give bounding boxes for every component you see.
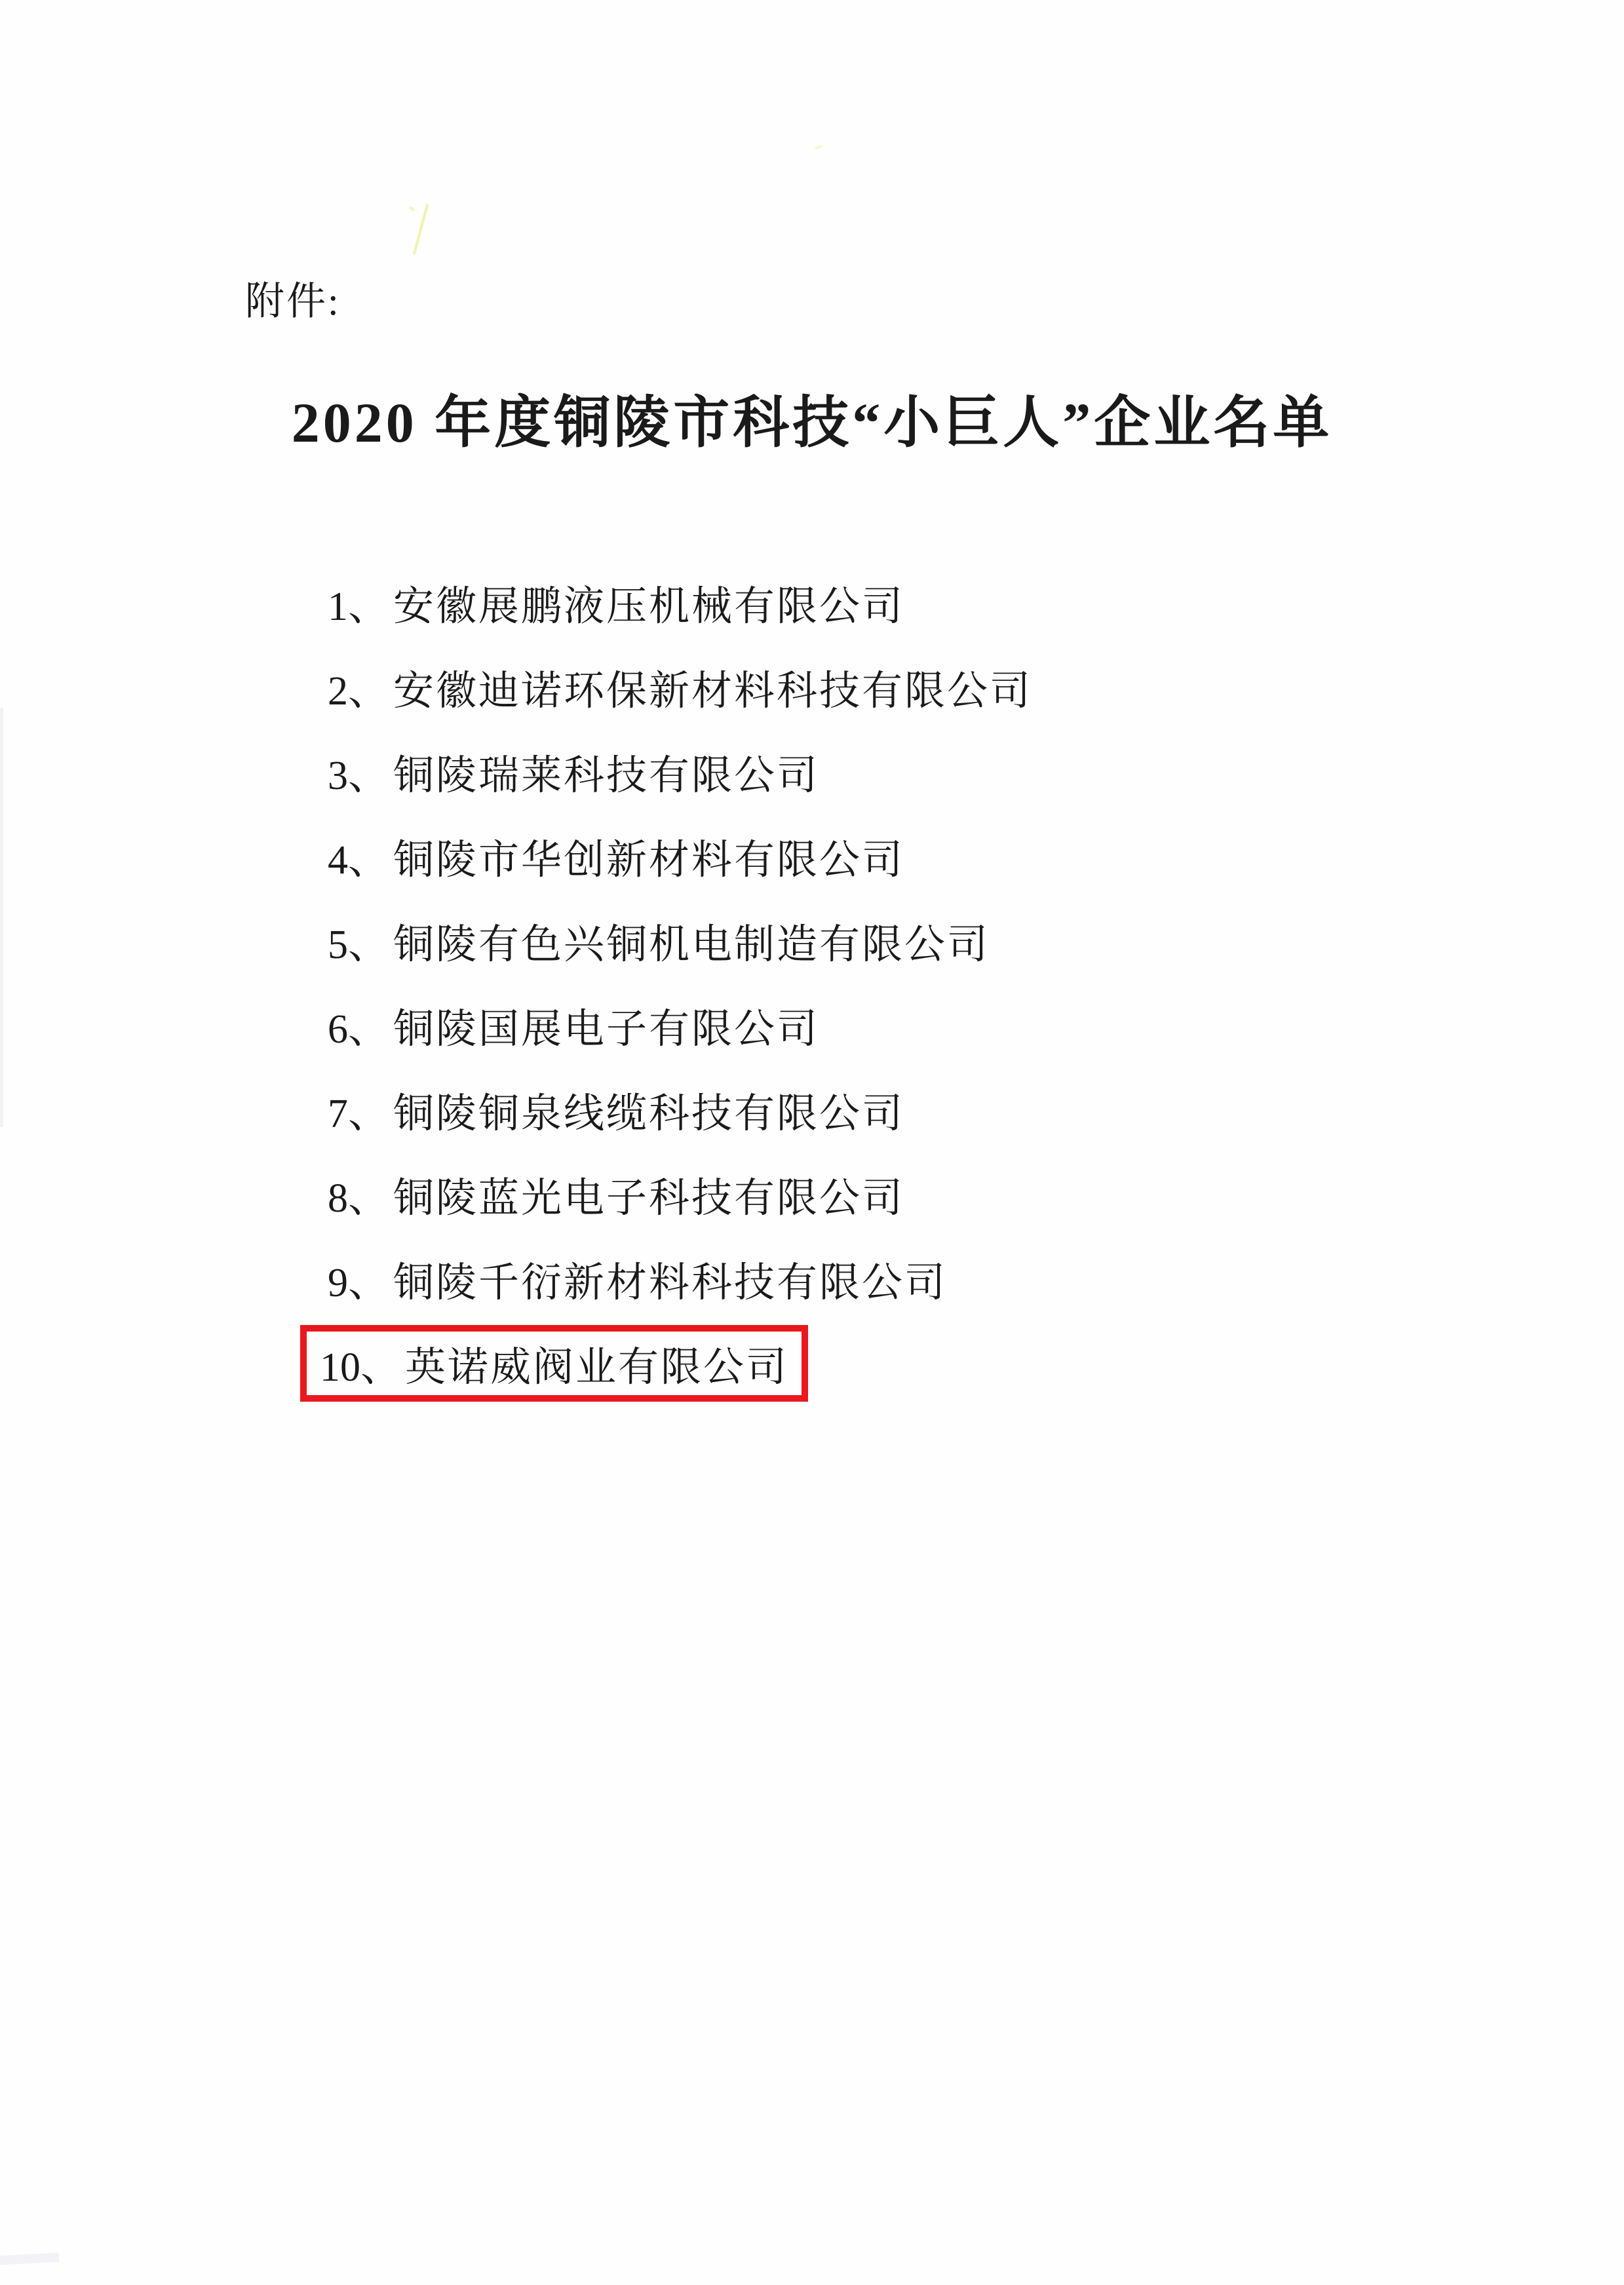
item-name: 铜陵千衍新材料科技有限公司 — [393, 1261, 948, 1305]
list-item — [328, 814, 1507, 898]
item-number: 5、 — [328, 923, 389, 967]
item-number: 9、 — [328, 1261, 389, 1305]
list-item — [328, 1067, 1507, 1152]
item-name: 铜陵市华创新材料有限公司 — [393, 838, 905, 883]
item-name: 铜陵铜泉线缆科技有限公司 — [393, 1092, 905, 1136]
item-name: 铜陵国展电子有限公司 — [393, 1007, 820, 1052]
list-item — [328, 1237, 1507, 1321]
item-number: 4、 — [328, 838, 389, 883]
item-number: 8、 — [328, 1176, 389, 1221]
paper-edge-shade — [0, 708, 3, 1127]
scan-artifact-dot — [815, 144, 823, 149]
item-name: 安徽展鹏液压机械有限公司 — [393, 585, 905, 629]
item-name: 铜陵蓝光电子科技有限公司 — [393, 1176, 905, 1221]
item-number: 7、 — [328, 1092, 389, 1136]
document-title: 2020 年度铜陵市科技“小巨人”企业名单 — [291, 391, 1333, 454]
scan-artifact-streak — [413, 204, 429, 255]
list-item — [328, 560, 1507, 645]
scan-artifact-dot — [408, 206, 415, 212]
item-number: 1、 — [328, 585, 389, 629]
item-name: 安徽迪诺环保新材料科技有限公司 — [393, 669, 1033, 714]
attachment-label: 附件: — [245, 280, 341, 323]
item-number: 6、 — [328, 1007, 389, 1052]
item-name: 英诺威阀业有限公司 — [404, 1345, 788, 1390]
item-name: 铜陵有色兴铜机电制造有限公司 — [393, 923, 990, 967]
list-item — [328, 898, 1507, 983]
item-number: 3、 — [328, 754, 389, 798]
list-item — [328, 729, 1507, 814]
item-number: 2、 — [328, 669, 389, 714]
list-item — [328, 645, 1507, 729]
list-item-highlighted — [320, 1321, 1507, 1406]
list-item — [328, 983, 1507, 1067]
list-item — [328, 1152, 1507, 1237]
highlight-box — [300, 1325, 808, 1402]
item-name: 铜陵瑞莱科技有限公司 — [393, 754, 820, 798]
company-list — [320, 560, 1507, 1406]
paper-edge-shade — [0, 2253, 59, 2265]
item-number: 10、 — [320, 1345, 402, 1390]
